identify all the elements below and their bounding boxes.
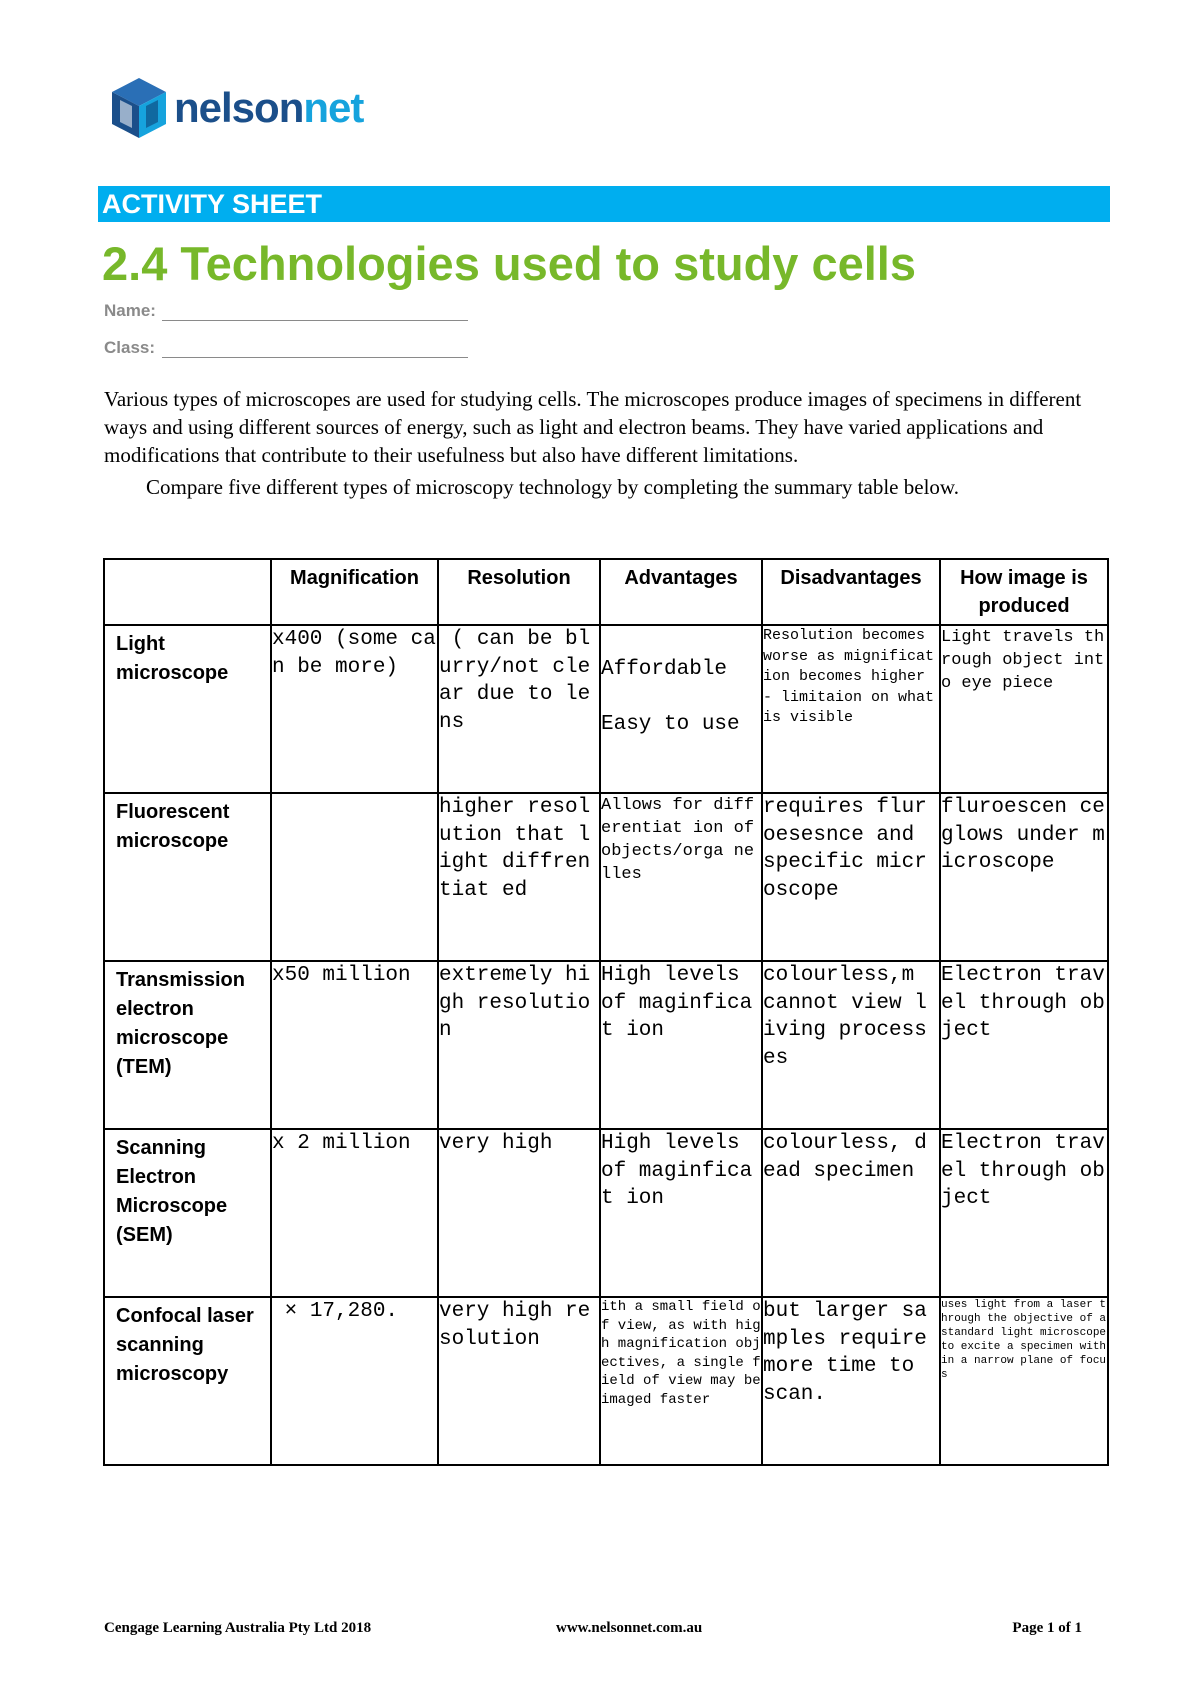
cell-image-produced[interactable]: fluroescen ce glows under microscope bbox=[940, 793, 1108, 961]
row-name: Scanning Electron Microscope (SEM) bbox=[104, 1129, 271, 1297]
table-row bbox=[104, 1297, 1108, 1465]
intro-text bbox=[104, 385, 1104, 501]
table-row bbox=[104, 961, 1108, 1129]
cell-resolution[interactable]: very high resolution bbox=[438, 1297, 600, 1465]
cell-resolution[interactable]: higher resolution that light diffrentiat ed bbox=[438, 793, 600, 961]
cell-advantages[interactable]: High levels of maginficat ion bbox=[600, 1129, 762, 1297]
cell-resolution[interactable]: very high bbox=[438, 1129, 600, 1297]
row-name: Confocal laser scanning microscopy bbox=[104, 1297, 271, 1465]
row-name: Transmission electron microscope (TEM) bbox=[104, 961, 271, 1129]
cell-magnification[interactable]: x50 million bbox=[271, 961, 438, 1129]
intro-instruction: Compare five different types of microscopy technology by completing the summary table below. bbox=[146, 475, 959, 499]
header-empty bbox=[104, 559, 271, 625]
cell-disadvantages[interactable]: requires fluroesesnce and specific microscope bbox=[762, 793, 940, 961]
name-input-line[interactable] bbox=[162, 320, 468, 321]
cell-advantages[interactable]: High levels of maginficat ion bbox=[600, 961, 762, 1129]
cell-advantages[interactable]: ith a small field of view, as with high magnification objectives, a single field of view may be imaged faster bbox=[600, 1297, 762, 1465]
cell-image-produced[interactable]: Electron travel through object bbox=[940, 961, 1108, 1129]
name-field[interactable] bbox=[104, 301, 156, 321]
footer-page-number: Page 1 of 1 bbox=[1012, 1620, 1082, 1636]
header-how-image-produced: How image is produced bbox=[940, 559, 1108, 625]
cell-disadvantages[interactable]: Resolution becomes worse as mignification becomes higher - limitaion on what is visible bbox=[762, 625, 940, 793]
table-row bbox=[104, 1129, 1108, 1297]
class-label: Class: bbox=[104, 338, 156, 357]
microscopy-summary-table bbox=[103, 558, 1118, 1466]
activity-sheet-banner: ACTIVITY SHEET bbox=[98, 186, 1110, 222]
cell-disadvantages[interactable]: colourless, dead specimen bbox=[762, 1129, 940, 1297]
cell-advantages[interactable]: Affordable Easy to use bbox=[600, 625, 762, 793]
cell-resolution[interactable]: extremely high resolution bbox=[438, 961, 600, 1129]
cell-magnification[interactable] bbox=[271, 793, 438, 961]
header-resolution: Resolution bbox=[438, 559, 600, 625]
cell-magnification[interactable]: × 17,280. bbox=[271, 1297, 438, 1465]
row-name: Fluorescent microscope bbox=[104, 793, 271, 961]
cell-resolution[interactable]: ( can be blurry/not clear due to lens bbox=[438, 625, 600, 793]
footer-website-link[interactable]: www.nelsonnet.com.au bbox=[556, 1620, 703, 1636]
table-row bbox=[104, 793, 1108, 961]
cell-image-produced[interactable]: uses light from a laser through the objective of a standard light microscope to excite a specimen within a narrow plane of focus bbox=[940, 1297, 1108, 1465]
cell-advantages[interactable]: Allows for differentiat ion of objects/orga nelles bbox=[600, 793, 762, 961]
cell-disadvantages[interactable]: colourless,m cannot view living processes bbox=[762, 961, 940, 1129]
logo-part-nelson: nelson bbox=[174, 84, 304, 131]
cell-magnification[interactable]: x 2 million bbox=[271, 1129, 438, 1297]
logo-part-net: net bbox=[303, 84, 364, 131]
cell-disadvantages[interactable]: but larger samples require more time to scan. bbox=[762, 1297, 940, 1465]
nelsonnet-cube-icon bbox=[108, 76, 170, 140]
name-label: Name: bbox=[104, 301, 156, 320]
table-row bbox=[104, 625, 1108, 793]
header-magnification: Magnification bbox=[271, 559, 438, 625]
header-advantages: Advantages bbox=[600, 559, 762, 625]
logo-wordmark bbox=[174, 84, 364, 131]
row-name: Light microscope bbox=[104, 625, 271, 793]
table-header-row bbox=[104, 559, 1108, 625]
cell-image-produced[interactable]: Electron travel through object bbox=[940, 1129, 1108, 1297]
intro-paragraph: Various types of microscopes are used for studying cells. The microscopes produce images of specimens in different ways and using different sources of energy, such as light and electron beams. They have varied applications and modifications that contribute to their usefulness but also have different limitations. bbox=[104, 387, 1082, 467]
header-disadvantages: Disadvantages bbox=[762, 559, 940, 625]
page-title: 2.4 Technologies used to study cells bbox=[102, 237, 917, 290]
nelsonnet-logo bbox=[108, 74, 363, 142]
class-input-line[interactable] bbox=[162, 357, 468, 358]
footer-copyright: Cengage Learning Australia Pty Ltd 2018 bbox=[104, 1620, 372, 1636]
cell-magnification[interactable]: x400 (some can be more) bbox=[271, 625, 438, 793]
class-field[interactable] bbox=[104, 338, 155, 358]
cell-image-produced[interactable]: Light travels through object into eye piece bbox=[940, 625, 1108, 793]
